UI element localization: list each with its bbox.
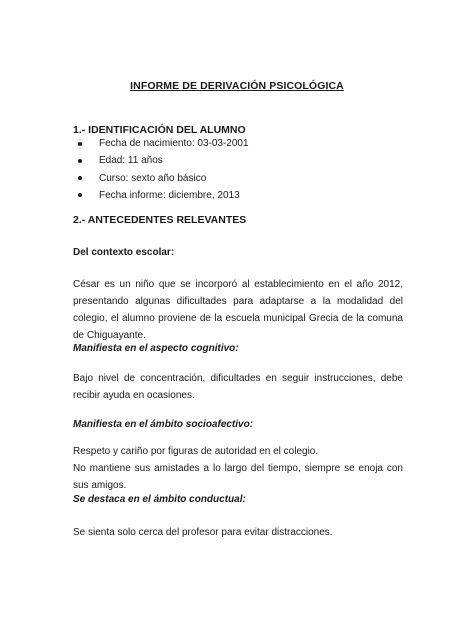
- socioaffective-heading: Manifiesta en el ámbito socioafectivo:: [73, 419, 254, 430]
- list-item: [73, 170, 249, 187]
- birth-date: Fecha de nacimiento: 03-03-2001: [99, 138, 249, 149]
- cognitive-text: Bajo nivel de concentración, dificultades en seguir instrucciones, debe recibir ayuda en ocasiones.: [73, 373, 403, 401]
- identification-list: [73, 135, 249, 204]
- section-1-heading: 1.- IDENTIFICACIÓN DEL ALUMNO: [73, 124, 246, 136]
- socioaffective-line-2: No mantiene sus amistades a lo largo del tiempo, siempre se enoja con sus amigos.: [73, 463, 403, 491]
- section-2-heading: 2.- ANTECEDENTES RELEVANTES: [73, 214, 247, 226]
- behavioral-text: Se sienta solo cerca del profesor para evitar distracciones.: [73, 527, 333, 538]
- report-date: Fecha informe: diciembre, 2013: [99, 189, 240, 201]
- school-context-heading: Del contexto escolar:: [73, 247, 175, 258]
- bullet-icon: [78, 193, 82, 197]
- document-title: INFORME DE DERIVACIÓN PSICOLÓGICA: [130, 80, 344, 92]
- socioaffective-line-1: Respeto y cariño por figuras de autoridad en el colegio.: [73, 446, 319, 457]
- school-context-text: César es un niño que se incorporó al establecimiento en el año 2012, presentando algunas dificultades para adaptarse a la modalidad del colegio, el alumno proviene de la escuela municipal Grecia de la comuna de Chiguayante.: [73, 279, 403, 341]
- bullet-icon: [78, 159, 82, 163]
- cognitive-heading: Manifiesta en el aspecto cognitivo:: [73, 343, 239, 354]
- list-item: [73, 152, 249, 169]
- list-item: [73, 187, 249, 204]
- bullet-icon: [78, 142, 82, 146]
- age: Edad: 11 años: [99, 155, 163, 167]
- grade: Curso: sexto año básico: [99, 172, 207, 184]
- bullet-icon: [78, 176, 82, 180]
- behavioral-heading: Se destaca en el ámbito conductual:: [73, 494, 246, 505]
- list-item: [73, 135, 249, 152]
